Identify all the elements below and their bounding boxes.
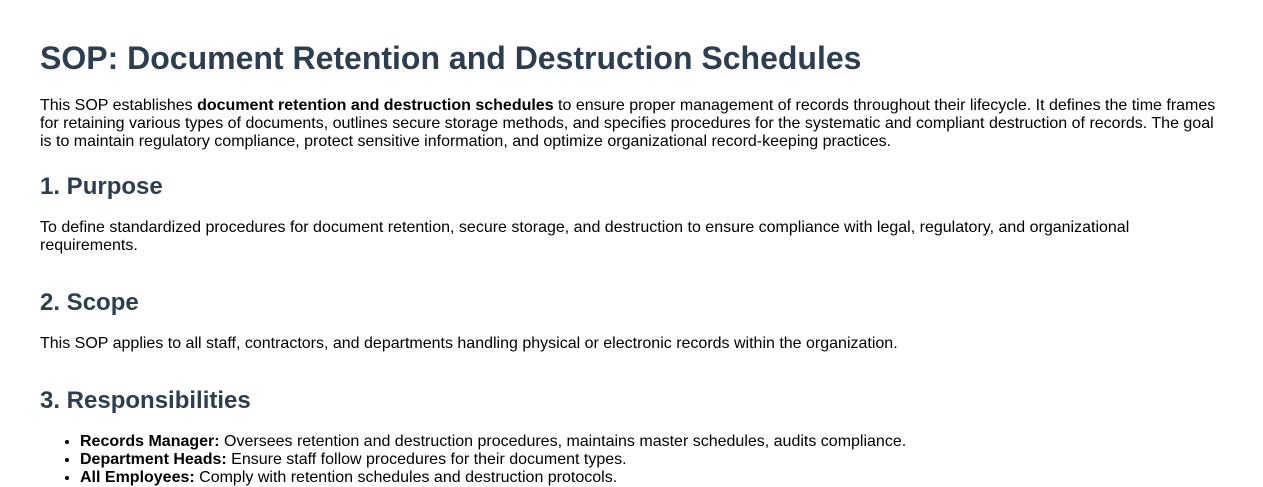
section-text-scope: This SOP applies to all staff, contractors, and departments handling physical or electronic records within the organization.: [40, 335, 898, 352]
intro-paragraph: [40, 97, 1223, 151]
intro-text-start: This SOP establishes: [40, 97, 198, 114]
section-heading-purpose: 1. Purpose: [40, 173, 163, 200]
responsibilities-list: [40, 433, 906, 487]
role-description: Comply with retention schedules and destruction protocols.: [194, 469, 618, 486]
role-description: Ensure staff follow procedures for their document types.: [226, 451, 627, 468]
intro-bold-phrase: document retention and destruction schedules: [197, 97, 554, 114]
role-label: All Employees:: [80, 469, 195, 486]
section-heading-scope: 2. Scope: [40, 289, 139, 316]
list-item: [80, 433, 906, 451]
role-label: Records Manager:: [80, 433, 220, 450]
list-item: [80, 469, 906, 487]
section-heading-responsibilities: 3. Responsibilities: [40, 387, 251, 414]
section-text-purpose: To define standardized procedures for document retention, secure storage, and destruction to ensure compliance with legal, regulatory, and organizational requirements.: [40, 219, 1130, 254]
page-title: SOP: Document Retention and Destruction Schedules: [40, 40, 862, 76]
role-description: Oversees retention and destruction procedures, maintains master schedules, audits compliance.: [219, 433, 907, 450]
role-label: Department Heads:: [80, 451, 227, 468]
intro-text-end: to ensure proper management of records throughout their lifecycle. It defines the time frames for retaining various types of documents, outlines secure storage methods, and specifies procedures for the systematic and compliant destruction of records. The goal is to maintain regulatory compliance, protect sensitive information, and optimize organizational record-keeping practices.: [40, 97, 1216, 150]
list-item: [80, 451, 906, 469]
